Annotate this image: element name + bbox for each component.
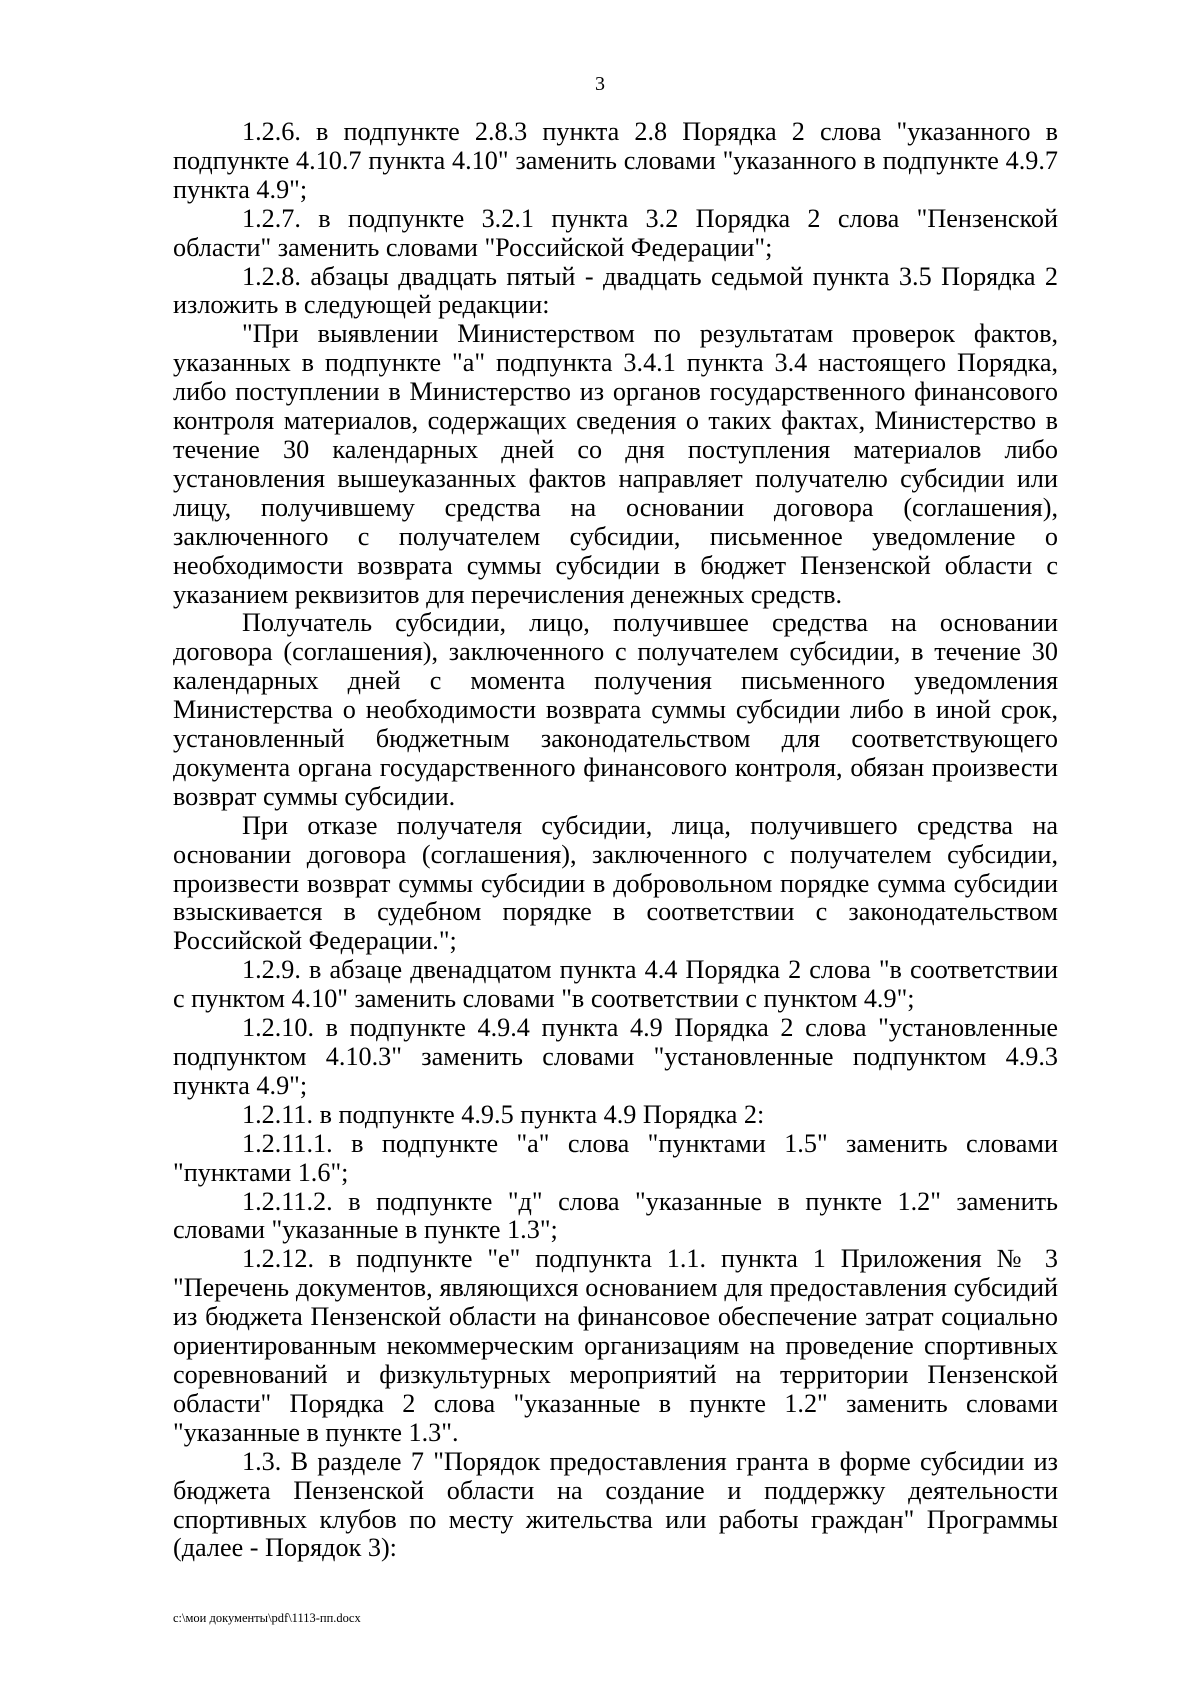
paragraph-1-2-10: 1.2.10. в подпункте 4.9.4 пункта 4.9 Порядка 2 слова "установленные подпунктом 4.10.3" заменить словами "установленные подпунктом 4.9.3 пункта 4.9"; bbox=[173, 1013, 1058, 1100]
paragraph-1-2-12: 1.2.12. в подпункте "е" подпункта 1.1. пункта 1 Приложения № 3 "Перечень документов, являющихся основанием для предоставления субсидий из бюджета Пензенской области на финансовое обеспечение затрат социально ориентированным некоммерческим организациям на проведение спортивных соревнований и физкультурных мероприятий на территории Пензенской области" Порядка 2 слова "указанные в пункте 1.2" заменить словами "указанные в пункте 1.3". bbox=[173, 1244, 1058, 1447]
page-number: 3 bbox=[595, 73, 605, 95]
paragraph-1-3: 1.3. В разделе 7 "Порядок предоставления гранта в форме субсидии из бюджета Пензенской области на создание и поддержку деятельности спортивных клубов по месту жительства или работы граждан" Программы (далее - Порядок 3): bbox=[173, 1446, 1058, 1563]
paragraph-1-2-11: 1.2.11. в подпункте 4.9.5 пункта 4.9 Порядка 2: bbox=[242, 1099, 765, 1129]
paragraph-quoted-violation-facts: "При выявлении Министерством по результатам проверок фактов, указанных в подпункте "а" подпункта 3.4.1 пункта 3.4 настоящего Порядка, либо поступлении в Министерство из органов государственного финансового контроля материалов, содержащих сведения о таких фактах, Министерство в течение 30 календарных дней со дня поступления материалов либо установления вышеуказанных фактов направляет получателю субсидии или лицу, получившему средства на основании договора (соглашения), заключенного с получателем субсидии, письменное уведомление о необходимости возврата суммы субсидии в бюджет Пензенской области с указанием реквизитов для перечисления денежных средств. bbox=[173, 319, 1058, 609]
paragraph-1-2-9: 1.2.9. в абзаце двенадцатом пункта 4.4 Порядка 2 слова "в соответствии с пунктом 4.10" заменить словами "в соответствии с пунктом 4.9"; bbox=[173, 955, 1058, 1014]
paragraph-subsidy-return-obligation: Получатель субсидии, лицо, получившее средства на основании договора (соглашения), заключенного с получателем субсидии, в течение 30 календарных дней с момента получения письменного уведомления Министерства о необходимости возврата суммы субсидии либо в иной срок, установленный бюджетным законодательством для соответствующего документа органа государственного финансового контроля, обязан произвести возврат суммы субсидии. bbox=[173, 608, 1058, 811]
paragraph-1-2-6: 1.2.6. в подпункте 2.8.3 пункта 2.8 Порядка 2 слова "указанного в подпункте 4.10.7 пункта 4.10" заменить словами "указанного в подпункте 4.9.7 пункта 4.9"; bbox=[173, 117, 1058, 204]
paragraph-1-2-7: 1.2.7. в подпункте 3.2.1 пункта 3.2 Порядка 2 слова "Пензенской области" заменить словами "Российской Федерации"; bbox=[173, 203, 1058, 262]
paragraph-refusal-to-return: При отказе получателя субсидии, лица, получившего средства на основании договора (соглашения), заключенного с получателем субсидии, произвести возврат суммы субсидии в добровольном порядке сумма субсидии взыскивается в судебном порядке в соответствии с законодательством Российской Федерации."; bbox=[173, 810, 1058, 956]
paragraph-1-2-8: 1.2.8. абзацы двадцать пятый - двадцать седьмой пункта 3.5 Порядка 2 изложить в следующей редакции: bbox=[173, 261, 1058, 320]
footer-file-path: c:\мои документы\pdf\1113-пп.docx bbox=[173, 1611, 361, 1625]
document-body bbox=[173, 118, 1058, 1563]
paragraph-1-2-11-2: 1.2.11.2. в подпункте "д" слова "указанные в пункте 1.2" заменить словами "указанные в пункте 1.3"; bbox=[173, 1186, 1058, 1245]
paragraph-1-2-11-1: 1.2.11.1. в подпункте "а" слова "пунктами 1.5" заменить словами "пунктами 1.6"; bbox=[173, 1128, 1058, 1187]
